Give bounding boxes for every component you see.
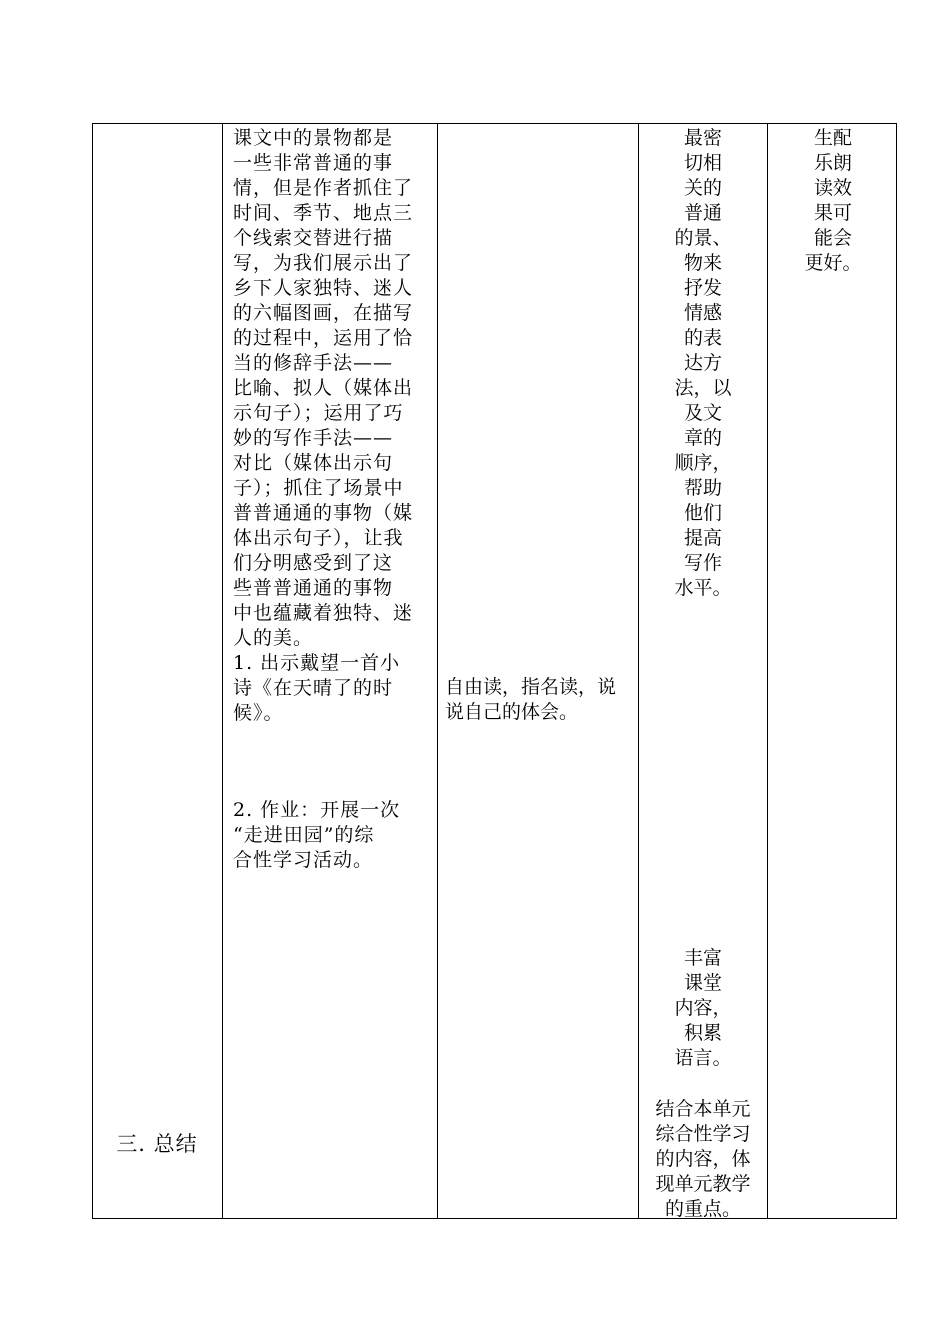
stage-label: 三. 总结 [116, 1132, 198, 1156]
column-divider [222, 124, 223, 1218]
column-divider [437, 124, 438, 1218]
lesson-plan-table [92, 123, 897, 1219]
design-intent-3: 结合本单元 综合性学习 的内容，体 现单元教学 的重点。 [655, 1098, 751, 1220]
student-activity: 自由读，指名读，说 说自己的体会。 [445, 676, 617, 723]
design-intent-1: 最密 切相 关的 普通 的景、 物来 抒发 情感 的表 达方 法，以 及文 章的 顺序， 帮助 他们 提高 写作 水平。 [674, 127, 732, 599]
teaching-step-2: 2. 作业：开展一次 “走进田园”的综 合性学习活动。 [233, 799, 401, 871]
column-divider [767, 124, 768, 1218]
teaching-content-paragraph: 课文中的景物都是 一些非常普通的事 情，但是作者抓住了 时间、季节、地点三 个线索交替进行描 写，为我们展示出了 乡下人家独特、迷人 的六幅图画，在描写 的过程中，运用了恰 当的修辞手法—— 比喻、拟人（媒体出 示句子）；运用了巧 妙的写作手法—— 对比（媒体出示句 子）；抓住了场景中 普普通通的事物（媒 体出示句子），让我 们分明感受到了这 些普普通通的事物 中也蕴藏着独特、迷 人的美。 [233, 127, 414, 649]
reflection-note: 生配 乐朗 读效 果可 能会 更好。 [804, 127, 862, 274]
column-divider [638, 124, 639, 1218]
teaching-step-1: 1. 出示戴望一首小 诗《在天晴了的时 候》。 [233, 652, 401, 724]
design-intent-2: 丰富 课堂 内容， 积累 语言。 [674, 947, 732, 1069]
